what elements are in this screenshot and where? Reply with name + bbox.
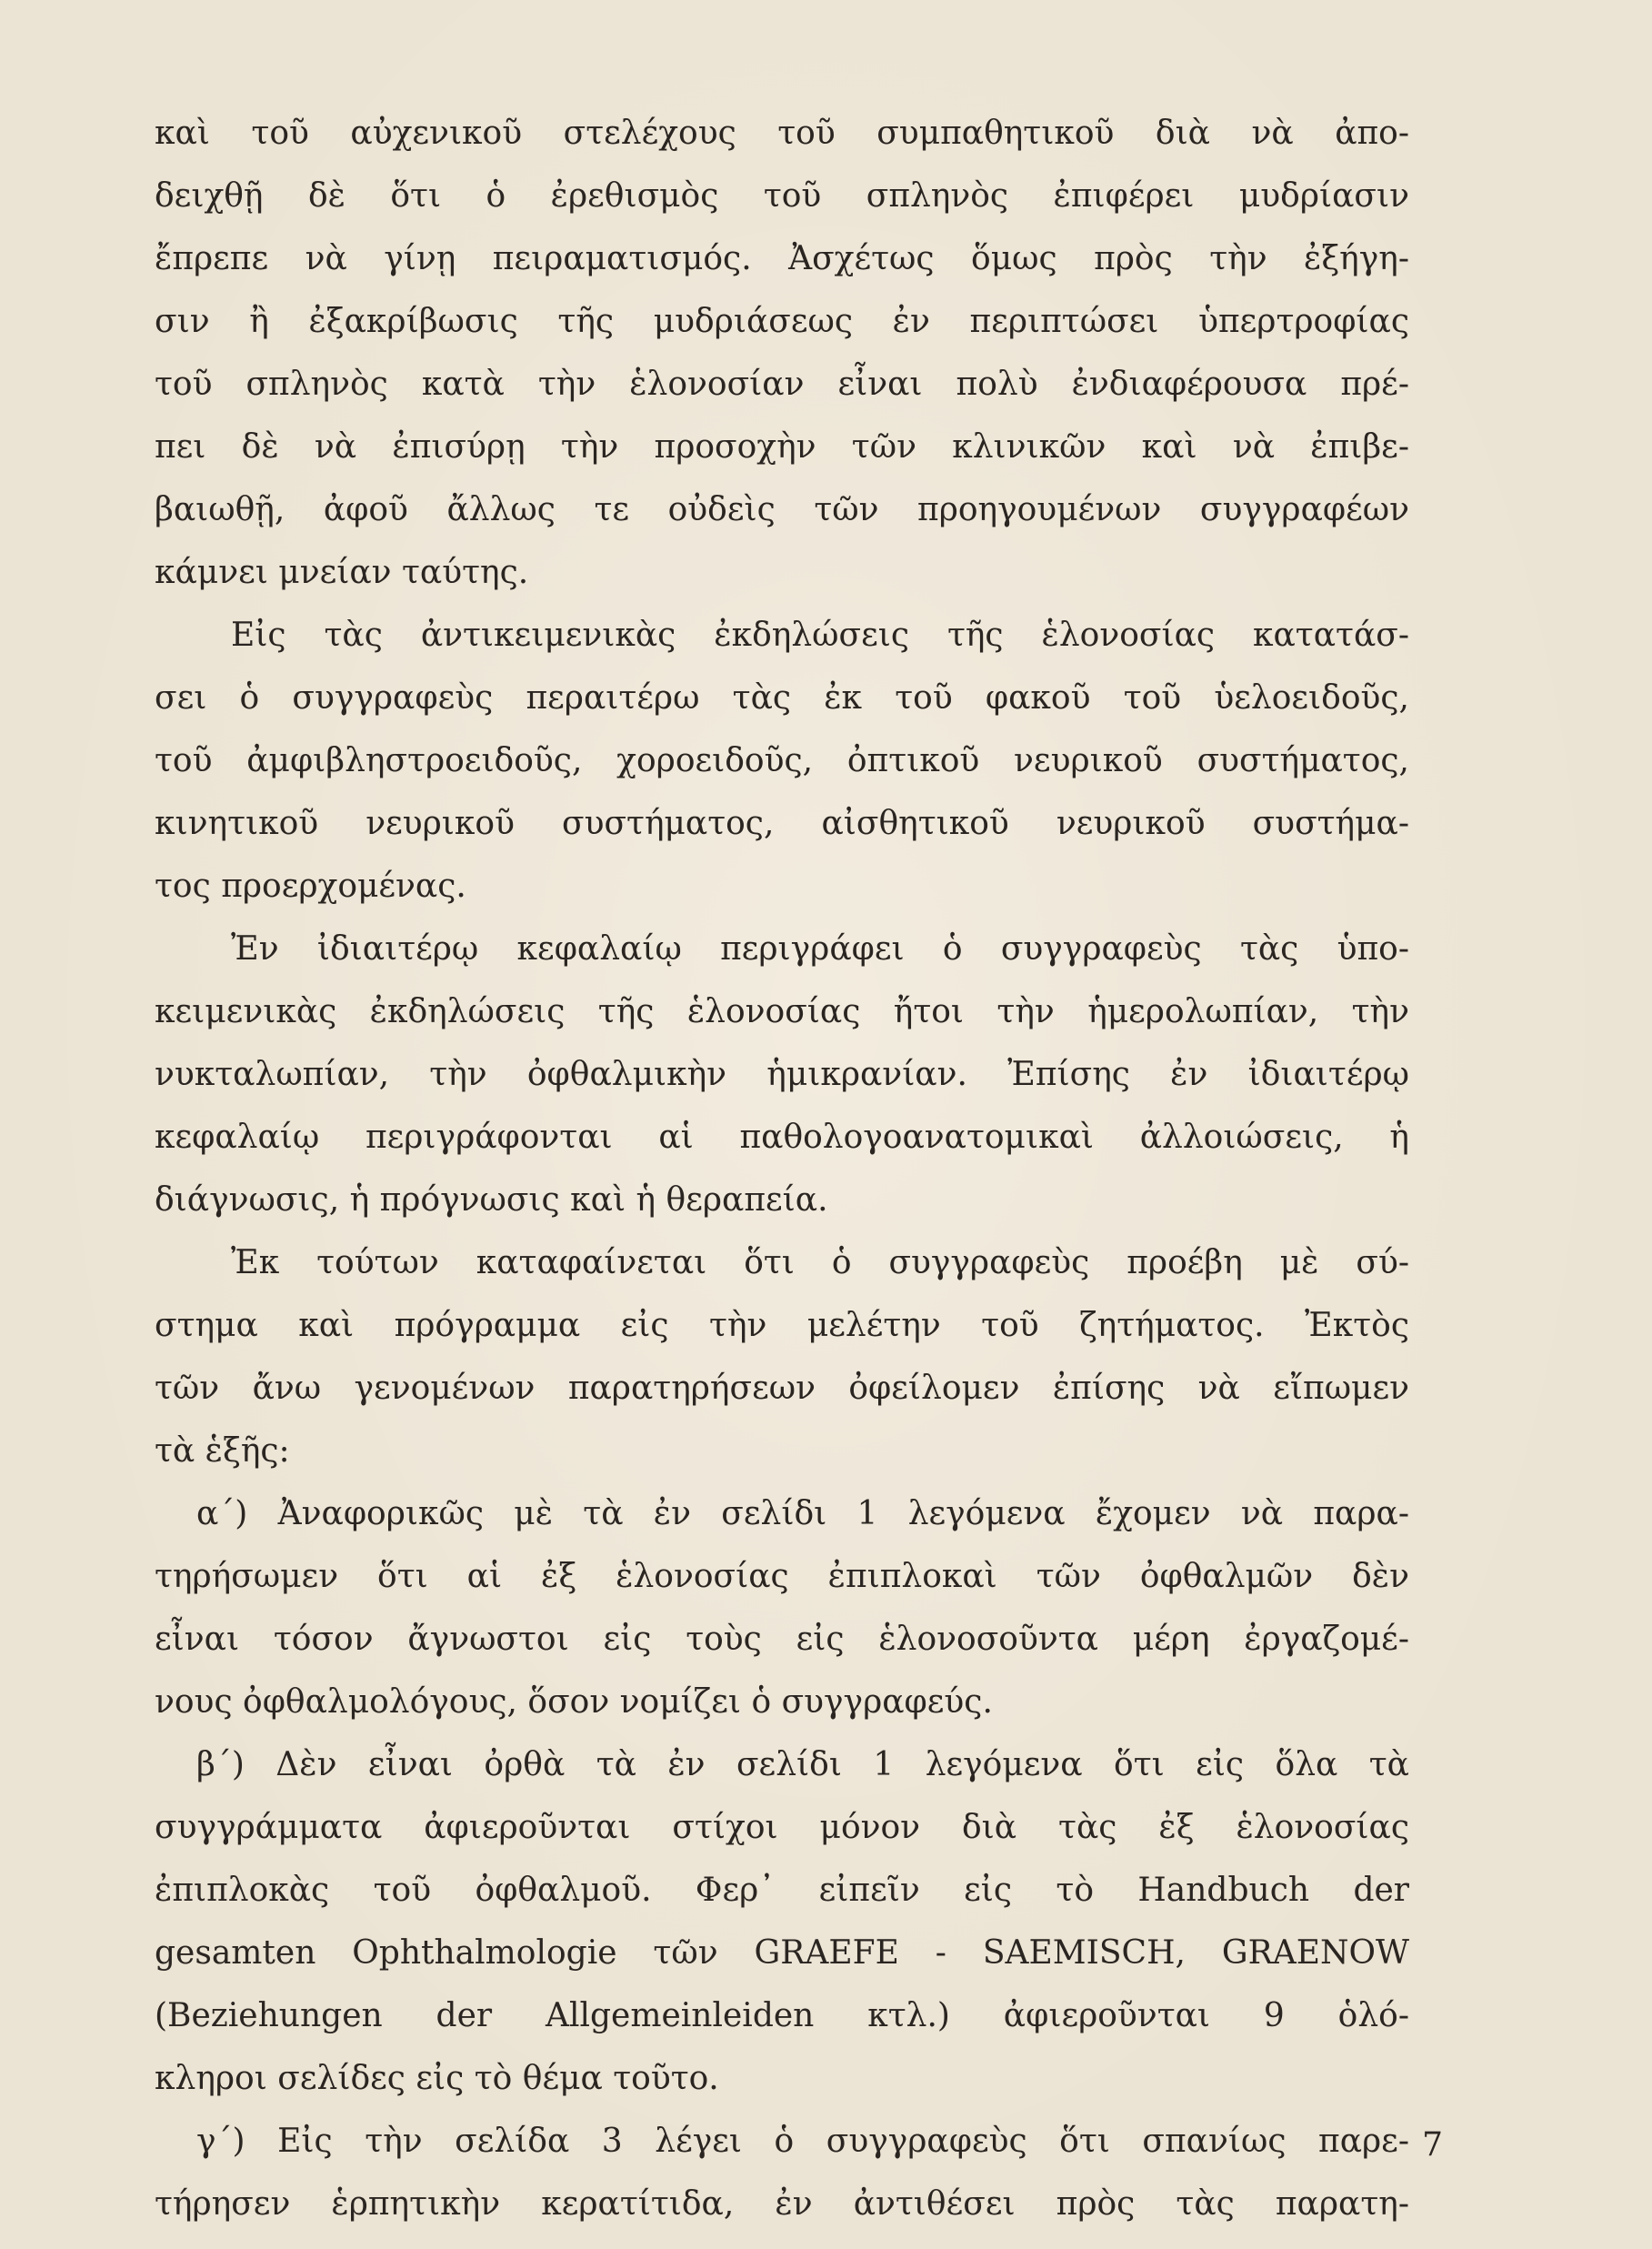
text-line: τῶν ἄνω γενομένων παρατηρήσεων ὀφείλομεν ἐπίσης νὰ εἴπωμεν — [155, 1370, 1409, 1407]
text-line: α΄) Ἀναφορικῶς μὲ τὰ ἐν σελίδι 1 λεγόμενα ἔχομεν νὰ παρα- — [196, 1495, 1409, 1532]
text-line: κληροι σελίδες εἰς τὸ θέμα τοῦτο. — [155, 2060, 719, 2097]
text-line: σιν ἢ ἐξακρίβωσις τῆς μυδριάσεως ἐν περιπτώσει ὑπερτροφίας — [155, 303, 1409, 340]
text-line: καὶ τοῦ αὐχενικοῦ στελέχους τοῦ συμπαθητικοῦ διὰ νὰ ἀπο- — [155, 115, 1409, 152]
text-line: κινητικοῦ νευρικοῦ συστήματος, αἰσθητικοῦ νευρικοῦ συστήμα- — [155, 805, 1409, 842]
text-line: τοῦ ἀμφιβληστροειδοῦς, χοροειδοῦς, ὀπτικοῦ νευρικοῦ συστήματος, — [155, 742, 1409, 779]
text-line: Εἰς τὰς ἀντικειμενικὰς ἐκδηλώσεις τῆς ἑλονοσίας κατατάσ- — [231, 617, 1409, 654]
text-line: συγγράμματα ἀφιεροῦνται στίχοι μόνον διὰ τὰς ἐξ ἑλονοσίας — [155, 1809, 1409, 1846]
text-line: πει δὲ νὰ ἐπισύρῃ τὴν προσοχὴν τῶν κλινικῶν καὶ νὰ ἐπιβε- — [155, 428, 1409, 466]
page-number: 7 — [1422, 2126, 1443, 2164]
text-line: νους ὀφθαλμολόγους, ὅσον νομίζει ὁ συγγραφεύς. — [155, 1683, 993, 1721]
text-line: εἶναι τόσον ἄγνωστοι εἰς τοὺς εἰς ἑλονοσοῦντα μέρη ἐργαζομέ- — [155, 1621, 1409, 1658]
text-line: νυκταλωπίαν, τὴν ὀφθαλμικὴν ἡμικρανίαν. Ἐπίσης ἐν ἰδιαιτέρῳ — [155, 1056, 1409, 1093]
text-line: σει ὁ συγγραφεὺς περαιτέρω τὰς ἐκ τοῦ φακοῦ τοῦ ὑελοειδοῦς, — [155, 679, 1409, 717]
text-line: β΄) Δὲν εἶναι ὀρθὰ τὰ ἐν σελίδι 1 λεγόμενα ὅτι εἰς ὅλα τὰ — [196, 1746, 1409, 1783]
text-line: κάμνει μνείαν ταύτης. — [155, 554, 529, 591]
body-text — [155, 102, 1409, 2235]
text-line: στημα καὶ πρόγραμμα εἰς τὴν μελέτην τοῦ ζητήματος. Ἐκτὸς — [155, 1307, 1409, 1344]
text-line: τηρήσωμεν ὅτι αἱ ἐξ ἑλονοσίας ἐπιπλοκαὶ τῶν ὀφθαλμῶν δὲν — [155, 1558, 1409, 1595]
text-line: τος προερχομένας. — [155, 868, 466, 905]
text-line: gesamten Ophthalmologie τῶν GRAEFE - SAEMISCH, GRAENOW — [155, 1934, 1409, 1972]
text-line: Ἐκ τούτων καταφαίνεται ὅτι ὁ συγγραφεὺς προέβη μὲ σύ- — [231, 1244, 1409, 1281]
text-line: (Beziehungen der Allgemeinleiden κτλ.) ἀφιεροῦνται 9 ὁλό- — [155, 1997, 1409, 2034]
text-line: κειμενικὰς ἐκδηλώσεις τῆς ἑλονοσίας ἤτοι τὴν ἡμερολωπίαν, τὴν — [155, 993, 1409, 1030]
text-line: τοῦ σπληνὸς κατὰ τὴν ἑλονοσίαν εἶναι πολὺ ἐνδιαφέρουσα πρέ- — [155, 366, 1409, 403]
text-line: διάγνωσις, ἡ πρόγνωσις καὶ ἡ θεραπεία. — [155, 1181, 828, 1219]
text-line: βαιωθῇ, ἀφοῦ ἄλλως τε οὐδεὶς τῶν προηγουμένων συγγραφέων — [155, 491, 1409, 528]
text-line: τήρησεν ἑρπητικὴν κερατίτιδα, ἐν ἀντιθέσει πρὸς τὰς παρατη- — [155, 2185, 1409, 2223]
text-line: δειχθῇ δὲ ὅτι ὁ ἐρεθισμὸς τοῦ σπληνὸς ἐπιφέρει μυδρίασιν — [155, 177, 1409, 215]
text-line: ἔπρεπε νὰ γίνῃ πειραματισμός. Ἀσχέτως ὅμως πρὸς τὴν ἐξήγη- — [155, 240, 1409, 277]
text-line: κεφαλαίῳ περιγράφονται αἱ παθολογοανατομικαὶ ἀλλοιώσεις, ἡ — [155, 1119, 1409, 1156]
text-line: τὰ ἑξῆς: — [155, 1432, 290, 1470]
text-line: γ΄) Εἰς τὴν σελίδα 3 λέγει ὁ συγγραφεὺς ὅτι σπανίως παρε- — [196, 2123, 1409, 2160]
text-line: ἐπιπλοκὰς τοῦ ὀφθαλμοῦ. Φερ᾽ εἰπεῖν εἰς τὸ Handbuch der — [155, 1872, 1409, 1909]
text-line: Ἐν ἰδιαιτέρῳ κεφαλαίῳ περιγράφει ὁ συγγραφεὺς τὰς ὑπο- — [231, 930, 1409, 968]
